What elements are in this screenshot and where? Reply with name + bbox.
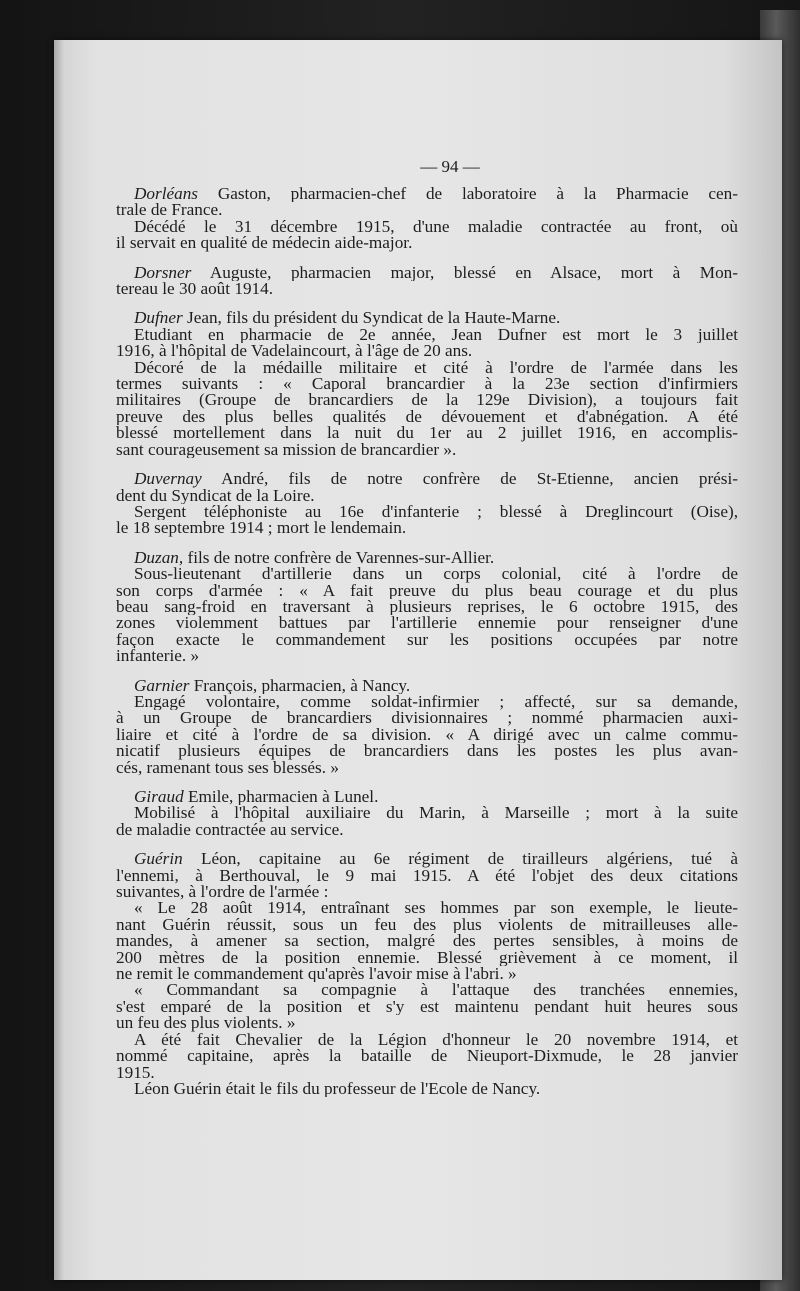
line-text: l'ennemi, à Berthouval, le 9 mai 1915. A été l'objet des deux citations [116, 867, 738, 885]
line-text: Jean, fils du président du Syndicat de la Haute-Marne. [182, 310, 561, 327]
text-line [116, 760, 738, 776]
line-text: Sous-lieutenant d'artillerie dans un corps colonial, cité à l'ordre de [134, 566, 738, 583]
line-text: 1916, à l'hôpital de Vadelaincourt, à l'âge de 20 ans. [116, 343, 473, 360]
text-line [116, 648, 738, 664]
line-text: le 18 septembre 1914 ; mort le lendemain. [116, 520, 407, 537]
text-line [116, 884, 738, 900]
line-text: 200 mètres de la position ennemie. Blessé grièvement à ce moment, il [116, 949, 738, 967]
line-text: Mobilisé à l'hôpital auxiliaire du Marin, à Marseille ; mort à la suite [134, 805, 738, 822]
text-line [116, 186, 738, 202]
text-line [116, 632, 738, 648]
line-text: liaire et cité à l'ordre de sa division. « A dirigé avec un calme commu- [116, 726, 738, 744]
person-surname: Dorsner [134, 264, 192, 282]
text-line [116, 409, 738, 425]
obituary-entry [116, 789, 738, 838]
line-text: dent du Syndicat de la Loire. [116, 487, 315, 504]
line-text: ne remit le commandement qu'après l'avoir mise à l'abri. » [116, 966, 517, 983]
person-surname: Dufner [134, 310, 183, 327]
text-line [116, 917, 738, 933]
text-line [116, 265, 738, 281]
text-line [116, 202, 738, 218]
text-line [116, 900, 738, 916]
line-text: Etudiant en pharmacie de 2e année, Jean Dufner est mort le 3 juillet [134, 326, 738, 344]
text-line [116, 868, 738, 884]
text-line [116, 471, 738, 487]
line-text: Emile, pharmacien à Lunel. [183, 789, 379, 806]
obituary-entry [116, 471, 738, 537]
text-top-spacer [116, 152, 738, 186]
text-line [116, 488, 738, 504]
line-text: Auguste, pharmacien major, blessé en Alsace, mort à Mon- [191, 264, 738, 282]
person-surname: Duvernay [134, 471, 202, 488]
text-line [116, 822, 738, 838]
page-text [116, 152, 738, 1110]
person-surname: Duzan, [134, 549, 184, 567]
line-text: à un Groupe de brancardiers divisionnaires ; nommé pharmacien auxi- [116, 710, 738, 727]
text-line [116, 310, 738, 326]
text-line [116, 583, 738, 599]
line-text: Sergent téléphoniste au 16e d'infanterie ; blessé à Dreglincourt (Oise), [134, 503, 738, 521]
line-text: nant Guérin réussit, sous un feu des plus violents de mitrailleuses alle- [116, 916, 738, 934]
obituary-entry [116, 186, 738, 252]
line-text: son corps d'armée : « A fait preuve du plus beau courage et du plus [116, 582, 738, 599]
line-text: tereau le 30 août 1914. [116, 281, 274, 298]
line-text: termes suivants : « Caporal brancardier à la 23e section d'infirmiers [116, 376, 738, 393]
text-line [116, 376, 738, 392]
line-text: fils de notre confrère de Varennes-sur-Allier. [183, 549, 495, 567]
text-line [116, 281, 738, 297]
obituary-entry [116, 678, 738, 776]
text-line [116, 727, 738, 743]
text-line [116, 442, 738, 458]
line-text: Léon, capitaine au 6e régiment de tirailleurs algériens, tué à [182, 851, 738, 868]
text-line [116, 851, 738, 867]
text-line [116, 933, 738, 949]
line-text: André, fils de notre confrère de St-Etienne, ancien prési- [201, 471, 738, 488]
text-line [116, 805, 738, 821]
line-text: s'est emparé de la position et s'y est maintenu pendant huit heures sous [116, 998, 738, 1016]
text-line [116, 743, 738, 759]
text-line [116, 599, 738, 615]
line-text: Engagé volontaire, comme soldat-infirmier ; affecté, sur sa demande, [134, 693, 738, 711]
text-line [116, 1081, 738, 1097]
text-line [116, 360, 738, 376]
line-text: « Commandant sa compagnie à l'attaque des tranchées ennemies, [134, 982, 738, 999]
line-text: blessé mortellement dans la nuit du 1er au 2 juillet 1916, en accomplis- [116, 425, 738, 442]
obituary-entry [116, 550, 738, 665]
text-line [116, 392, 738, 408]
text-line [116, 235, 738, 251]
text-line [116, 219, 738, 235]
line-text: 1915. [116, 1064, 155, 1081]
line-text: A été fait Chevalier de la Légion d'honneur le 20 novembre 1914, et [134, 1031, 738, 1049]
line-text: suivantes, à l'ordre de l'armée : [116, 884, 329, 901]
line-text: infanterie. » [116, 648, 200, 665]
person-surname: Guérin [134, 851, 183, 868]
line-text: « Le 28 août 1914, entraînant ses hommes par son exemple, le lieute- [134, 900, 738, 917]
line-text: sant courageusement sa mission de brancardier ». [116, 441, 457, 459]
line-text: Léon Guérin était le fils du professeur de l'Ecole de Nancy. [134, 1080, 541, 1098]
line-text: Décédé le 31 décembre 1915, d'une maladie contractée au front, où [134, 218, 738, 236]
text-line [116, 566, 738, 582]
text-line [116, 327, 738, 343]
text-line [116, 1015, 738, 1031]
text-line [116, 343, 738, 359]
person-surname: Giraud [134, 789, 184, 806]
text-line [116, 425, 738, 441]
line-text: beau sang-froid en traversant à plusieurs reprises, le 6 octobre 1915, des [116, 598, 738, 616]
line-text: militaires (Groupe de brancardiers de la 129e Division), a toujours fait [116, 392, 738, 409]
line-text: cés, ramenant tous ses blessés. » [116, 759, 339, 776]
line-text: un feu des plus violents. » [116, 1015, 296, 1032]
line-text: nommé capitaine, après la bataille de Nieuport-Dixmude, le 28 janvier [116, 1048, 738, 1065]
line-text: façon exacte le commandement sur les positions occupées par notre [116, 631, 738, 649]
text-line [116, 678, 738, 694]
text-line [116, 710, 738, 726]
obituary-entry [116, 851, 738, 1097]
line-text: nicatif plusieurs équipes de brancardiers dans les postes les plus avan- [116, 743, 738, 760]
text-line [116, 1048, 738, 1064]
line-text: Gaston, pharmacien-chef de laboratoire à la Pharmacie cen- [197, 186, 738, 203]
line-text: François, pharmacien, à Nancy. [189, 677, 411, 694]
text-line [116, 520, 738, 536]
text-line [116, 999, 738, 1015]
person-surname: Garnier [134, 677, 190, 694]
text-line [116, 789, 738, 805]
text-line [116, 694, 738, 710]
text-line [116, 615, 738, 631]
text-line [116, 550, 738, 566]
text-line [116, 1032, 738, 1048]
obituary-entry [116, 265, 738, 298]
line-text: trale de France. [116, 202, 223, 219]
page-gutter-shadow [54, 40, 64, 1280]
line-text: il servait en qualité de médecin aide-major. [116, 235, 413, 252]
line-text: Décoré de la médaille militaire et cité à l'ordre de l'armée dans les [134, 359, 738, 377]
text-line [116, 504, 738, 520]
text-line [116, 982, 738, 998]
line-text: mandes, à amener sa section, malgré des pertes sensibles, à moins de [116, 933, 738, 950]
line-text: zones violemment battues par l'artillerie ennemie pour renseigner d'une [116, 615, 738, 632]
text-line [116, 1065, 738, 1081]
text-line [116, 950, 738, 966]
text-line [116, 966, 738, 982]
page-number: — 94 — [420, 157, 480, 176]
line-text: de maladie contractée au service. [116, 821, 344, 839]
obituary-entry [116, 310, 738, 458]
line-text: preuve des plus belles qualités de dévouement et d'abnégation. A été [116, 408, 738, 426]
person-surname: Dorléans [134, 186, 198, 203]
